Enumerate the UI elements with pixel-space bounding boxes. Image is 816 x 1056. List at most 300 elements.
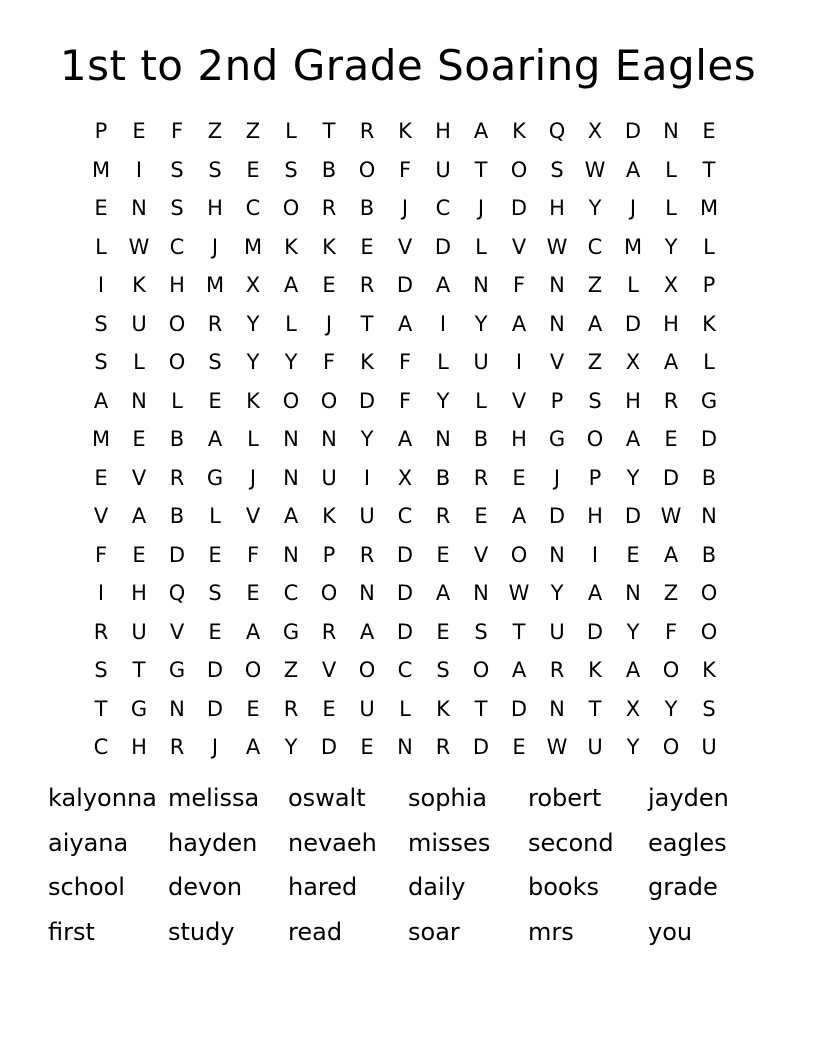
- grid-letter: S: [208, 581, 222, 606]
- grid-row: [82, 690, 728, 729]
- grid-letter: O: [282, 388, 300, 413]
- grid-letter: A: [625, 157, 641, 182]
- grid-letter: Y: [474, 311, 488, 336]
- word-list-item: soar: [408, 917, 460, 946]
- grid-letter: G: [130, 696, 148, 721]
- grid-letter: C: [435, 196, 451, 221]
- grid-letter: X: [663, 273, 679, 298]
- grid-letter: N: [549, 542, 565, 567]
- grid-letter: D: [396, 542, 414, 567]
- grid-letter: U: [359, 504, 375, 529]
- grid-letter: A: [663, 542, 679, 567]
- grid-row: [82, 459, 728, 498]
- grid-letter: A: [131, 504, 147, 529]
- grid-letter: U: [473, 350, 489, 375]
- grid-letter: E: [208, 542, 222, 567]
- grid-letter: D: [358, 388, 376, 413]
- grid-row: [82, 420, 728, 459]
- grid-letter: K: [512, 119, 526, 144]
- grid-letter: R: [663, 388, 679, 413]
- grid-letter: F: [398, 350, 412, 375]
- grid-letter: G: [282, 619, 300, 644]
- grid-letter: C: [169, 234, 185, 259]
- grid-letter: D: [624, 311, 642, 336]
- word-list-item: jayden: [648, 784, 729, 813]
- grid-letter: L: [665, 196, 677, 221]
- grid-letter: A: [435, 273, 451, 298]
- grid-letter: E: [132, 427, 146, 452]
- grid-letter: P: [94, 119, 108, 144]
- grid-letter: Y: [550, 581, 564, 606]
- grid-letter: B: [169, 427, 185, 452]
- grid-letter: P: [322, 542, 336, 567]
- grid-letter: E: [322, 273, 336, 298]
- grid-letter: J: [629, 196, 637, 221]
- grid-letter: Y: [360, 427, 374, 452]
- grid-letter: A: [283, 273, 299, 298]
- grid-letter: U: [701, 735, 717, 760]
- grid-letter: I: [363, 465, 371, 490]
- grid-letter: S: [588, 388, 602, 413]
- grid-letter: S: [702, 696, 716, 721]
- grid-letter: K: [702, 311, 716, 336]
- grid-letter: D: [700, 427, 718, 452]
- grid-letter: R: [359, 273, 375, 298]
- grid-letter: M: [699, 196, 719, 221]
- grid-letter: U: [435, 157, 451, 182]
- word-list-item: mrs: [528, 917, 574, 946]
- grid-row: [82, 305, 728, 344]
- grid-letter: L: [627, 273, 639, 298]
- grid-letter: O: [662, 735, 680, 760]
- letter-grid: [82, 112, 728, 767]
- grid-letter: H: [549, 196, 565, 221]
- grid-letter: L: [665, 157, 677, 182]
- grid-letter: L: [285, 311, 297, 336]
- grid-letter: E: [626, 542, 640, 567]
- grid-letter: D: [168, 542, 186, 567]
- word-list-item: kalyonna: [48, 784, 157, 813]
- grid-letter: X: [587, 119, 603, 144]
- grid-letter: Y: [626, 465, 640, 490]
- word-list-item: melissa: [168, 784, 260, 813]
- grid-letter: B: [473, 427, 489, 452]
- grid-letter: N: [549, 311, 565, 336]
- grid-letter: L: [475, 388, 487, 413]
- grid-letter: Y: [664, 696, 678, 721]
- grid-letter: I: [439, 311, 447, 336]
- grid-letter: E: [360, 234, 374, 259]
- grid-letter: I: [515, 350, 523, 375]
- grid-letter: E: [94, 465, 108, 490]
- grid-letter: T: [702, 157, 716, 182]
- grid-letter: R: [435, 504, 451, 529]
- grid-letter: C: [283, 581, 299, 606]
- grid-letter: W: [546, 234, 568, 259]
- grid-letter: R: [169, 465, 185, 490]
- grid-letter: V: [511, 388, 527, 413]
- grid-row: [82, 382, 728, 421]
- grid-letter: K: [588, 658, 602, 683]
- grid-letter: J: [553, 465, 561, 490]
- grid-row: [82, 343, 728, 382]
- grid-letter: I: [97, 581, 105, 606]
- word-list-item: daily: [408, 873, 466, 902]
- grid-letter: E: [208, 619, 222, 644]
- grid-letter: R: [321, 619, 337, 644]
- grid-letter: K: [322, 504, 336, 529]
- grid-letter: D: [548, 504, 566, 529]
- grid-letter: D: [624, 119, 642, 144]
- grid-letter: Z: [245, 119, 261, 144]
- grid-letter: O: [358, 658, 376, 683]
- grid-letter: Z: [587, 350, 603, 375]
- word-list-item: robert: [528, 784, 602, 813]
- grid-letter: K: [436, 696, 450, 721]
- grid-row: [82, 536, 728, 575]
- grid-letter: N: [283, 542, 299, 567]
- grid-letter: O: [168, 350, 186, 375]
- grid-letter: Y: [626, 735, 640, 760]
- word-list-item: sophia: [408, 784, 488, 813]
- grid-letter: L: [475, 234, 487, 259]
- grid-letter: V: [549, 350, 565, 375]
- grid-letter: N: [549, 273, 565, 298]
- grid-letter: A: [435, 581, 451, 606]
- grid-letter: D: [434, 234, 452, 259]
- grid-letter: Q: [168, 581, 186, 606]
- grid-letter: F: [664, 619, 678, 644]
- grid-letter: V: [473, 542, 489, 567]
- grid-letter: E: [246, 581, 260, 606]
- grid-letter: G: [548, 427, 566, 452]
- grid-letter: E: [512, 465, 526, 490]
- grid-letter: N: [549, 696, 565, 721]
- word-list-row: [48, 910, 778, 955]
- grid-letter: U: [587, 735, 603, 760]
- grid-letter: F: [246, 542, 260, 567]
- word-list-item: read: [288, 917, 343, 946]
- grid-row: [82, 266, 728, 305]
- grid-letter: A: [245, 735, 261, 760]
- grid-letter: H: [131, 581, 147, 606]
- grid-letter: W: [546, 735, 568, 760]
- grid-letter: N: [321, 427, 337, 452]
- grid-letter: N: [131, 196, 147, 221]
- grid-letter: S: [208, 157, 222, 182]
- grid-letter: D: [624, 504, 642, 529]
- grid-letter: D: [662, 465, 680, 490]
- grid-letter: O: [320, 581, 338, 606]
- grid-letter: D: [396, 619, 414, 644]
- grid-row: [82, 613, 728, 652]
- puzzle-title: 1st to 2nd Grade Soaring Eagles: [59, 41, 757, 90]
- word-list-item: misses: [408, 828, 491, 857]
- grid-letter: Z: [207, 119, 223, 144]
- grid-letter: L: [703, 350, 715, 375]
- grid-letter: N: [169, 696, 185, 721]
- grid-letter: K: [322, 234, 336, 259]
- word-list-item: school: [48, 873, 125, 902]
- grid-row: [82, 189, 728, 228]
- grid-letter: L: [209, 504, 221, 529]
- grid-letter: E: [436, 619, 450, 644]
- grid-letter: H: [207, 196, 223, 221]
- grid-letter: E: [208, 388, 222, 413]
- grid-letter: N: [625, 581, 641, 606]
- grid-letter: H: [435, 119, 451, 144]
- word-list-item: first: [48, 917, 95, 946]
- grid-letter: R: [359, 542, 375, 567]
- grid-letter: Y: [246, 311, 260, 336]
- grid-letter: F: [398, 388, 412, 413]
- word-list-item: you: [648, 917, 693, 946]
- grid-letter: A: [587, 311, 603, 336]
- grid-letter: Y: [246, 350, 260, 375]
- word-list-item: grade: [648, 873, 718, 902]
- grid-letter: V: [397, 234, 413, 259]
- grid-letter: F: [170, 119, 184, 144]
- grid-letter: H: [131, 735, 147, 760]
- grid-letter: E: [246, 696, 260, 721]
- grid-letter: N: [359, 581, 375, 606]
- grid-letter: H: [663, 311, 679, 336]
- grid-letter: T: [322, 119, 336, 144]
- grid-letter: S: [208, 350, 222, 375]
- grid-letter: P: [550, 388, 564, 413]
- word-list-row: [48, 776, 778, 821]
- grid-letter: E: [664, 427, 678, 452]
- grid-letter: A: [93, 388, 109, 413]
- grid-letter: F: [94, 542, 108, 567]
- grid-letter: S: [474, 619, 488, 644]
- grid-letter: L: [703, 234, 715, 259]
- grid-letter: A: [511, 658, 527, 683]
- grid-letter: J: [211, 234, 219, 259]
- grid-letter: J: [477, 196, 485, 221]
- grid-letter: K: [398, 119, 412, 144]
- grid-letter: E: [94, 196, 108, 221]
- grid-letter: X: [625, 350, 641, 375]
- word-list-item: hared: [288, 873, 358, 902]
- grid-letter: N: [663, 119, 679, 144]
- grid-letter: B: [701, 542, 717, 567]
- grid-letter: O: [662, 658, 680, 683]
- grid-letter: E: [436, 542, 450, 567]
- grid-letter: S: [94, 658, 108, 683]
- grid-letter: C: [245, 196, 261, 221]
- grid-letter: B: [321, 157, 337, 182]
- grid-letter: N: [701, 504, 717, 529]
- grid-letter: H: [511, 427, 527, 452]
- grid-letter: Y: [436, 388, 450, 413]
- grid-letter: W: [508, 581, 530, 606]
- grid-letter: O: [700, 581, 718, 606]
- grid-letter: G: [700, 388, 718, 413]
- grid-letter: L: [133, 350, 145, 375]
- grid-letter: A: [625, 658, 641, 683]
- grid-letter: Y: [664, 234, 678, 259]
- grid-letter: K: [702, 658, 716, 683]
- word-list: [48, 776, 778, 954]
- grid-letter: E: [132, 542, 146, 567]
- grid-letter: K: [246, 388, 260, 413]
- grid-letter: Y: [284, 350, 298, 375]
- grid-letter: A: [283, 504, 299, 529]
- grid-letter: D: [510, 696, 528, 721]
- grid-letter: G: [168, 658, 186, 683]
- grid-letter: S: [94, 350, 108, 375]
- word-list-item: aiyana: [48, 828, 129, 857]
- grid-letter: E: [474, 504, 488, 529]
- grid-letter: S: [94, 311, 108, 336]
- grid-letter: O: [586, 427, 604, 452]
- grid-letter: F: [398, 157, 412, 182]
- grid-letter: Z: [587, 273, 603, 298]
- grid-letter: I: [591, 542, 599, 567]
- grid-letter: M: [205, 273, 225, 298]
- word-list-item: devon: [168, 873, 243, 902]
- grid-letter: L: [399, 696, 411, 721]
- grid-letter: R: [321, 196, 337, 221]
- grid-letter: D: [396, 581, 414, 606]
- grid-letter: K: [360, 350, 374, 375]
- grid-letter: M: [91, 427, 111, 452]
- grid-letter: X: [625, 696, 641, 721]
- grid-letter: O: [244, 658, 262, 683]
- grid-letter: R: [93, 619, 109, 644]
- word-list-item: oswalt: [288, 784, 366, 813]
- word-list-item: nevaeh: [288, 828, 377, 857]
- grid-letter: V: [169, 619, 185, 644]
- grid-letter: E: [132, 119, 146, 144]
- grid-letter: R: [169, 735, 185, 760]
- grid-letter: V: [511, 234, 527, 259]
- grid-letter: R: [549, 658, 565, 683]
- grid-letter: E: [360, 735, 374, 760]
- grid-letter: V: [321, 658, 337, 683]
- grid-letter: D: [206, 658, 224, 683]
- word-list-item: study: [168, 917, 235, 946]
- grid-letter: R: [207, 311, 223, 336]
- grid-letter: W: [584, 157, 606, 182]
- grid-letter: I: [135, 157, 143, 182]
- grid-letter: L: [285, 119, 297, 144]
- grid-letter: R: [473, 465, 489, 490]
- grid-letter: R: [359, 119, 375, 144]
- grid-letter: I: [97, 273, 105, 298]
- grid-letter: M: [243, 234, 263, 259]
- grid-letter: D: [320, 735, 338, 760]
- grid-letter: A: [625, 427, 641, 452]
- grid-letter: D: [396, 273, 414, 298]
- grid-letter: A: [397, 311, 413, 336]
- grid-letter: E: [246, 157, 260, 182]
- grid-letter: L: [95, 234, 107, 259]
- grid-row: [82, 651, 728, 690]
- grid-letter: T: [474, 696, 488, 721]
- grid-letter: T: [360, 311, 374, 336]
- grid-letter: N: [131, 388, 147, 413]
- grid-row: [82, 112, 728, 151]
- grid-letter: J: [211, 735, 219, 760]
- grid-letter: L: [437, 350, 449, 375]
- grid-letter: O: [168, 311, 186, 336]
- grid-letter: R: [435, 735, 451, 760]
- grid-letter: B: [169, 504, 185, 529]
- grid-letter: D: [510, 196, 528, 221]
- grid-letter: A: [587, 581, 603, 606]
- grid-letter: A: [245, 619, 261, 644]
- grid-letter: A: [511, 504, 527, 529]
- grid-letter: O: [700, 619, 718, 644]
- grid-letter: P: [702, 273, 716, 298]
- grid-letter: B: [701, 465, 717, 490]
- grid-letter: D: [472, 735, 490, 760]
- word-list-item: second: [528, 828, 614, 857]
- grid-letter: L: [171, 388, 183, 413]
- grid-letter: T: [132, 658, 146, 683]
- grid-letter: S: [550, 157, 564, 182]
- grid-letter: O: [472, 658, 490, 683]
- grid-letter: H: [625, 388, 641, 413]
- grid-letter: E: [702, 119, 716, 144]
- grid-letter: Y: [626, 619, 640, 644]
- word-list-row: [48, 865, 778, 910]
- grid-letter: M: [91, 157, 111, 182]
- grid-row: [82, 497, 728, 536]
- word-list-item: books: [528, 873, 600, 902]
- grid-letter: B: [435, 465, 451, 490]
- grid-letter: P: [588, 465, 602, 490]
- grid-letter: W: [128, 234, 150, 259]
- grid-letter: V: [93, 504, 109, 529]
- grid-letter: X: [397, 465, 413, 490]
- grid-letter: A: [207, 427, 223, 452]
- grid-letter: F: [512, 273, 526, 298]
- grid-letter: K: [132, 273, 146, 298]
- grid-letter: O: [358, 157, 376, 182]
- grid-letter: O: [510, 542, 528, 567]
- grid-letter: N: [283, 465, 299, 490]
- grid-letter: A: [511, 311, 527, 336]
- grid-letter: O: [320, 388, 338, 413]
- word-list-row: [48, 821, 778, 866]
- grid-letter: N: [397, 735, 413, 760]
- grid-letter: N: [435, 427, 451, 452]
- grid-letter: N: [473, 581, 489, 606]
- grid-letter: T: [588, 696, 602, 721]
- grid-letter: V: [245, 504, 261, 529]
- grid-letter: N: [283, 427, 299, 452]
- grid-letter: S: [170, 157, 184, 182]
- grid-letter: Z: [663, 581, 679, 606]
- grid-letter: A: [473, 119, 489, 144]
- grid-letter: Q: [548, 119, 566, 144]
- grid-letter: W: [660, 504, 682, 529]
- grid-letter: R: [283, 696, 299, 721]
- grid-letter: E: [322, 696, 336, 721]
- grid-letter: U: [321, 465, 337, 490]
- grid-letter: O: [282, 196, 300, 221]
- grid-letter: U: [549, 619, 565, 644]
- grid-row: [82, 574, 728, 613]
- word-list-item: eagles: [648, 828, 727, 857]
- grid-letter: S: [436, 658, 450, 683]
- grid-row: [82, 728, 728, 767]
- grid-letter: J: [249, 465, 257, 490]
- grid-letter: H: [587, 504, 603, 529]
